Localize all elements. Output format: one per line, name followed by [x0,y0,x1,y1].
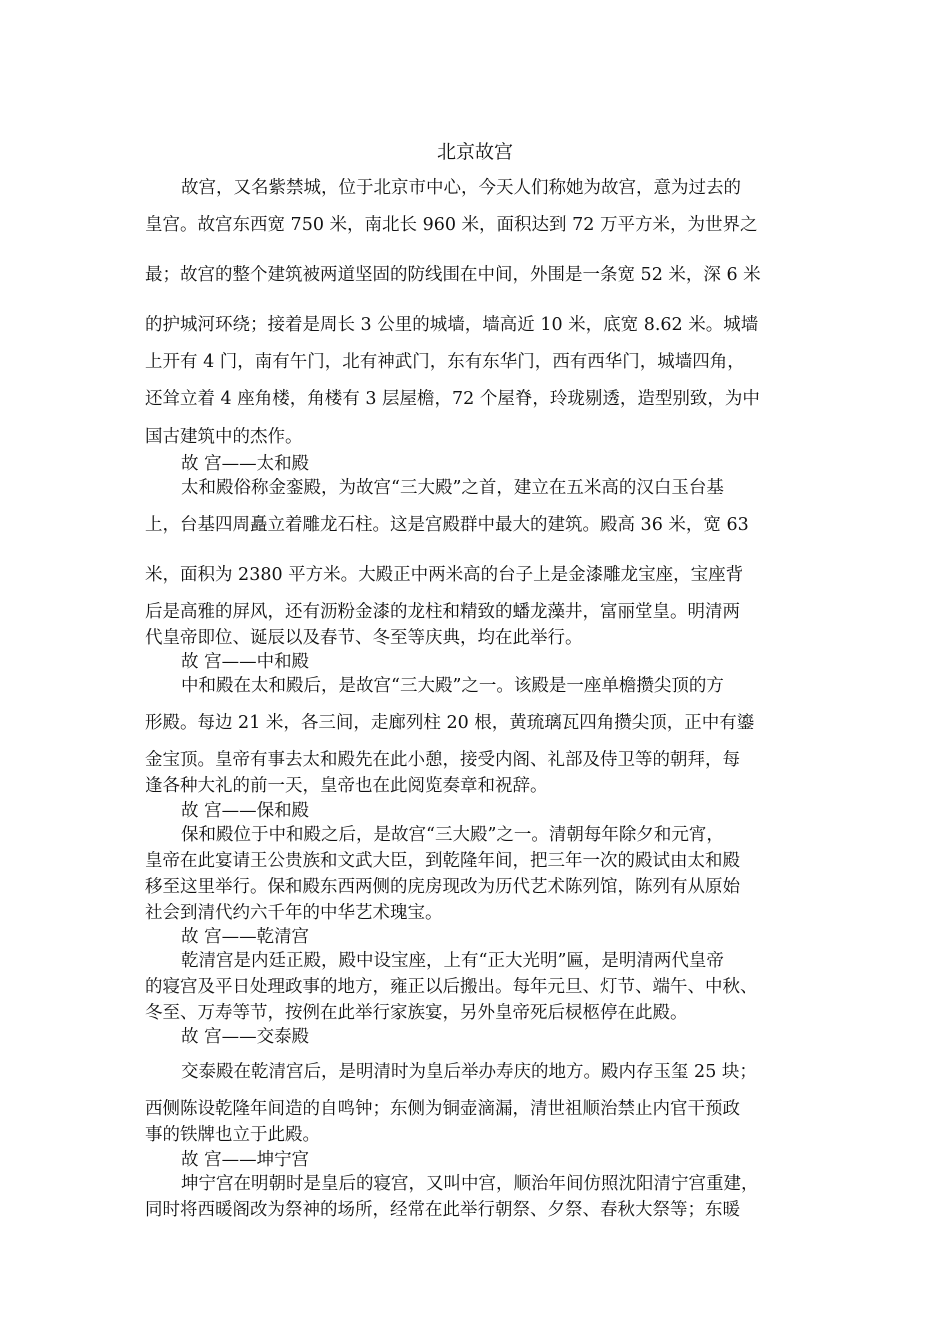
paragraph-line: 代皇帝即位、诞辰以及春节、冬至等庆典，均在此举行。 [145,628,583,648]
paragraph-line-indented: 故 宫——保和殿 [181,801,310,821]
paragraph-line: 米，面积为 2380 平方米。大殿正中两米高的台子上是金漆雕龙宝座，宝座背 [145,565,744,585]
paragraph-line-indented: 太和殿俗称金銮殿，为故宫“三大殿”之首，建立在五米高的汉白玉台基 [181,478,724,498]
paragraph-line: 国古建筑中的杰作。 [145,427,303,447]
paragraph-line: 的寝宫及平日处理政事的地方，雍正以后搬出。每年元旦、灯节、端午、中秋、 [145,977,758,997]
paragraph-line-indented: 故 宫——中和殿 [181,652,310,672]
paragraph-line-indented: 故 宫——交泰殿 [181,1027,310,1047]
paragraph-line: 同时将西暖阁改为祭神的场所，经常在此举行朝祭、夕祭、春秋大祭等；东暖 [145,1200,740,1220]
paragraph-line: 上开有 4 门，南有午门，北有神武门，东有东华门，西有西华门，城墙四角， [145,352,745,372]
paragraph-line: 事的铁牌也立于此殿。 [145,1125,320,1145]
paragraph-line: 逢各种大礼的前一天，皇帝也在此阅览奏章和祝辞。 [145,776,548,796]
paragraph-line: 形殿。每边 21 米，各三间，走廊列柱 20 根，黄琉璃瓦四角攒尖顶，正中有鎏 [145,713,755,733]
paragraph-line-indented: 坤宁宫在明朝时是皇后的寝宫，又叫中宫，顺治年间仿照沈阳清宁宫重建， [181,1174,759,1194]
paragraph-line: 上，台基四周矗立着雕龙石柱。这是宫殿群中最大的建筑。殿高 36 米，宽 63 [145,515,749,535]
paragraph-line: 金宝顶。皇帝有事去太和殿先在此小憩，接受内阁、礼部及侍卫等的朝拜，每 [145,750,740,770]
paragraph-line-indented: 故宫，又名紫禁城，位于北京市中心，今天人们称她为故宫，意为过去的 [181,178,741,198]
paragraph-line: 还耸立着 4 座角楼，角楼有 3 层屋檐，72 个屋脊，玲珑剔透，造型别致，为中 [145,389,760,409]
paragraph-line-indented: 乾清宫是内廷正殿，殿中设宝座，上有“正大光明”匾，是明清两代皇帝 [181,951,724,971]
paragraph-line: 冬至、万寿等节，按例在此举行家族宴，另外皇帝死后棂柩停在此殿。 [145,1003,688,1023]
paragraph-line-indented: 故 宫——太和殿 [181,454,310,474]
paragraph-line: 社会到清代约六千年的中华艺术瑰宝。 [145,903,443,923]
paragraph-line: 皇帝在此宴请王公贵族和文武大臣，到乾隆年间，把三年一次的殿试由太和殿 [145,851,740,871]
paragraph-line: 最；故宫的整个建筑被两道坚固的防线围在中间，外围是一条宽 52 米，深 6 米 [145,265,761,285]
paragraph-line: 后是高雅的屏风，还有沥粉金漆的龙柱和精致的蟠龙藻井，富丽堂皇。明清两 [145,602,740,622]
paragraph-line: 皇宫。故宫东西宽 750 米，南北长 960 米，面积达到 72 万平方米，为世界之 [145,215,758,235]
paragraph-line-indented: 交泰殿在乾清宫后，是明清时为皇后举办寿庆的地方。殿内存玉玺 25 块； [181,1062,757,1082]
page-title: 北京故宫 [436,141,513,163]
paragraph-line-indented: 故 宫——坤宁宫 [181,1150,310,1170]
paragraph-line: 的护城河环绕；接着是周长 3 公里的城墙，墙高近 10 米，底宽 8.62 米。城墙 [145,315,759,335]
paragraph-line-indented: 故 宫——乾清宫 [181,927,310,947]
paragraph-line-indented: 中和殿在太和殿后，是故宫“三大殿”之一。该殿是一座单檐攒尖顶的方 [181,676,724,696]
paragraph-line-indented: 保和殿位于中和殿之后，是故宫“三大殿”之一。清朝每年除夕和元宵， [181,825,724,845]
paragraph-line: 移至这里举行。保和殿东西两侧的庑房现改为历代艺术陈列馆，陈列有从原始 [145,877,740,897]
paragraph-line: 西侧陈设乾隆年间造的自鸣钟；东侧为铜壶滴漏，清世祖顺治禁止内官干预政 [145,1099,740,1119]
